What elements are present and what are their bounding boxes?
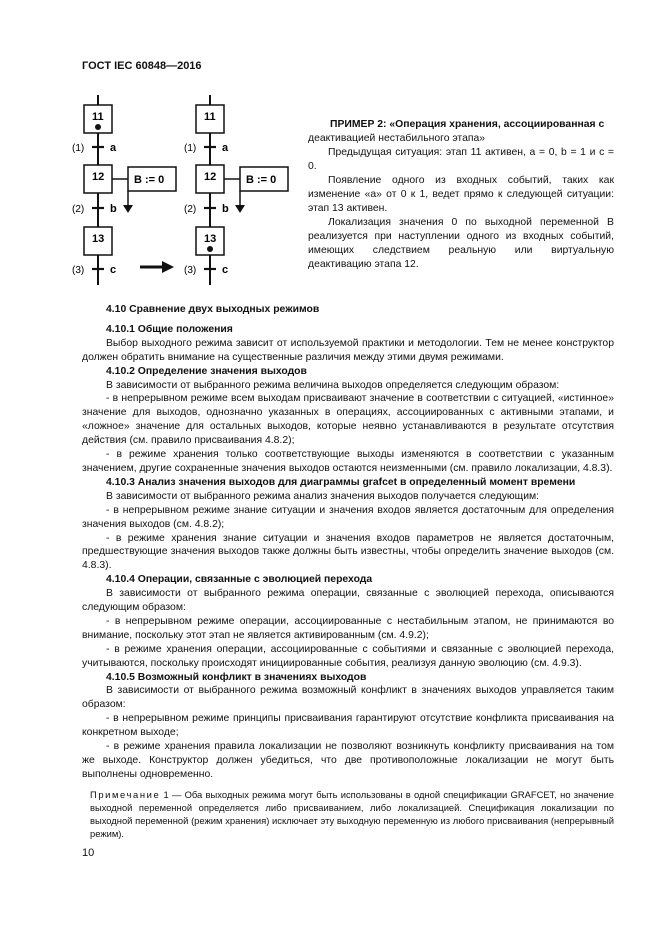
right-arrow-icon: [140, 261, 174, 273]
paragraph: В зависимости от выбранного режима анализ значения выходов получается следующим:: [106, 490, 540, 502]
step-11-label: 11: [92, 111, 104, 123]
condition-b-right: b: [222, 203, 229, 215]
page-number: 10: [82, 847, 95, 859]
list-item: - в непрерывном режиме принципы присваивания гарантируют отсутствие конфликта присваивания на конкретном выходе;: [82, 713, 614, 739]
section-heading-4-10: 4.10 Сравнение двух выходных режимов: [106, 304, 320, 315]
list-item: - в режиме хранения операции, ассоциированные с событиями и связанные с эволюцией перехода, учитываются, поскольку происходят инициированные события, реализуя данную эволюцию (см. 4.9.3).: [82, 643, 614, 669]
list-item: - в непрерывном режиме всем выходам присваивают значение в соответствии с ситуацией, «истинное» значение для выходов, однозначно указанных в операциях, ассоциированных с активными этапами, и «ложное» значение для остальных выходов, которые неявно устанавливаются в результате отсутствия действия (см. правило присваивания 4.8.2);: [82, 393, 614, 447]
transition-3-label: (3): [72, 265, 85, 276]
grafcet-after: [196, 95, 288, 285]
condition-c: c: [110, 264, 117, 276]
example-title: ПРИМЕР 2: «Операция хранения, ассоциированная с: [330, 119, 605, 130]
list-item: - в режиме хранения знание ситуации и значения входов параметров не является достаточным, предшествующие значения выходов также должны быть известны, чтобы определить значение выходов (см. 4.8.3).: [82, 532, 614, 572]
list-item: - в режиме хранения только соответствующие выходы изменяются в соответствии с указанным значением, другие сохраненные значения выходов остаются неизменными (см. правило локализации, 4.8.3).: [82, 449, 614, 474]
paragraph: В зависимости от выбранного режима операции, связанные с эволюцией перехода, описываются следующим образом:: [82, 588, 614, 614]
transition-2-label-right: (2): [184, 204, 197, 215]
action-label-left: B := 0: [134, 174, 165, 186]
section-heading-4-10-5: 4.10.5 Возможный конфликт в значениях выходов: [106, 671, 367, 683]
note: [82, 788, 614, 841]
transition-2-label: (2): [72, 204, 85, 215]
paragraph: Выбор выходного режима зависит от используемой практики и методологии. Тем не менее конструктор должен обратить внимание на существенные различия между этими двумя режимами.: [82, 337, 614, 363]
section-heading-4-10-2: 4.10.2 Определение значения выходов: [106, 365, 307, 377]
condition-b: b: [110, 203, 117, 215]
main-content: [82, 303, 614, 841]
example-paragraph-2: Появление одного из входных событий, таких как изменение «a» от 0 к 1, ведет прямо к следующей ситуации: этап 13 активен.: [308, 175, 614, 214]
note-label: Примечание: [90, 788, 161, 800]
paragraph: В зависимости от выбранного режима возможный конфликт в значениях выходов управляется таким образом:: [82, 685, 614, 711]
transition-1-label-right: (1): [184, 143, 197, 154]
example-title-cont: деактивацией нестабильного этапа»: [308, 133, 486, 144]
step-12-label: 12: [92, 171, 105, 183]
grafcet-diagram: [70, 95, 290, 287]
condition-c-right: c: [222, 264, 229, 276]
section-heading-4-10-3: 4.10.3 Анализ значения выходов для диаграммы grafcet в определенный момент времени: [106, 476, 576, 488]
note-text: 1 — Оба выходных режима могут быть использованы в одной спецификации GRAFCET, но значение выходной переменной определяется либо присваиванием, либо локализацией. Спецификация локализации по выходной переменной (режим хранения) исключает эту выходную переменную из любого присваивания (непрерывный режим).: [90, 788, 614, 840]
grafcet-before: [84, 95, 176, 285]
transition-1-label: (1): [72, 143, 85, 154]
list-item: - в непрерывном режиме операции, ассоциированные с нестабильным этапом, не принимаются во внимание, поскольку этот этап не является активированным (см. 4.9.2);: [82, 615, 614, 641]
transition-3-label-right: (3): [184, 265, 197, 276]
section-heading-4-10-1: 4.10.1 Общие положения: [106, 323, 233, 335]
section-heading-4-10-4: 4.10.4 Операции, связанные с эволюцией перехода: [106, 574, 373, 586]
step-11-label-right: 11: [204, 111, 216, 123]
document-header: ГОСТ IEC 60848—2016: [82, 60, 202, 72]
active-token-11: [95, 124, 101, 130]
paragraph: В зависимости от выбранного режима величина выходов определяется следующим образом:: [106, 379, 560, 391]
example-paragraph-3: Локализация значения 0 по выходной переменной B реализуется при наступлении одного из входных событий, имеющих следствием реальную или виртуальную деактивацию этапа 12.: [308, 217, 614, 270]
step-13-label-right: 13: [204, 233, 217, 245]
example-block: [308, 118, 614, 272]
step-12-label-right: 12: [204, 171, 217, 183]
action-label-right: B := 0: [246, 174, 277, 186]
condition-a-right: a: [222, 142, 229, 154]
active-token-13: [207, 246, 213, 252]
list-item: - в режиме хранения правила локализации не позволяют возникнуть конфликту присваивания на том же выходе. Конструктор должен убедиться, что две противоположные локализации не могут быть выполнены одновременно.: [82, 741, 614, 780]
condition-a: a: [110, 142, 117, 154]
step-13-label: 13: [92, 233, 105, 245]
example-paragraph-1: Предыдущая ситуация: этап 11 активен, a = 0, b = 1 и c = 0.: [308, 147, 614, 172]
list-item: - в непрерывном режиме знание ситуации и значения входов является достаточным для определения значения выходов (см. 4.8.2);: [82, 504, 614, 530]
